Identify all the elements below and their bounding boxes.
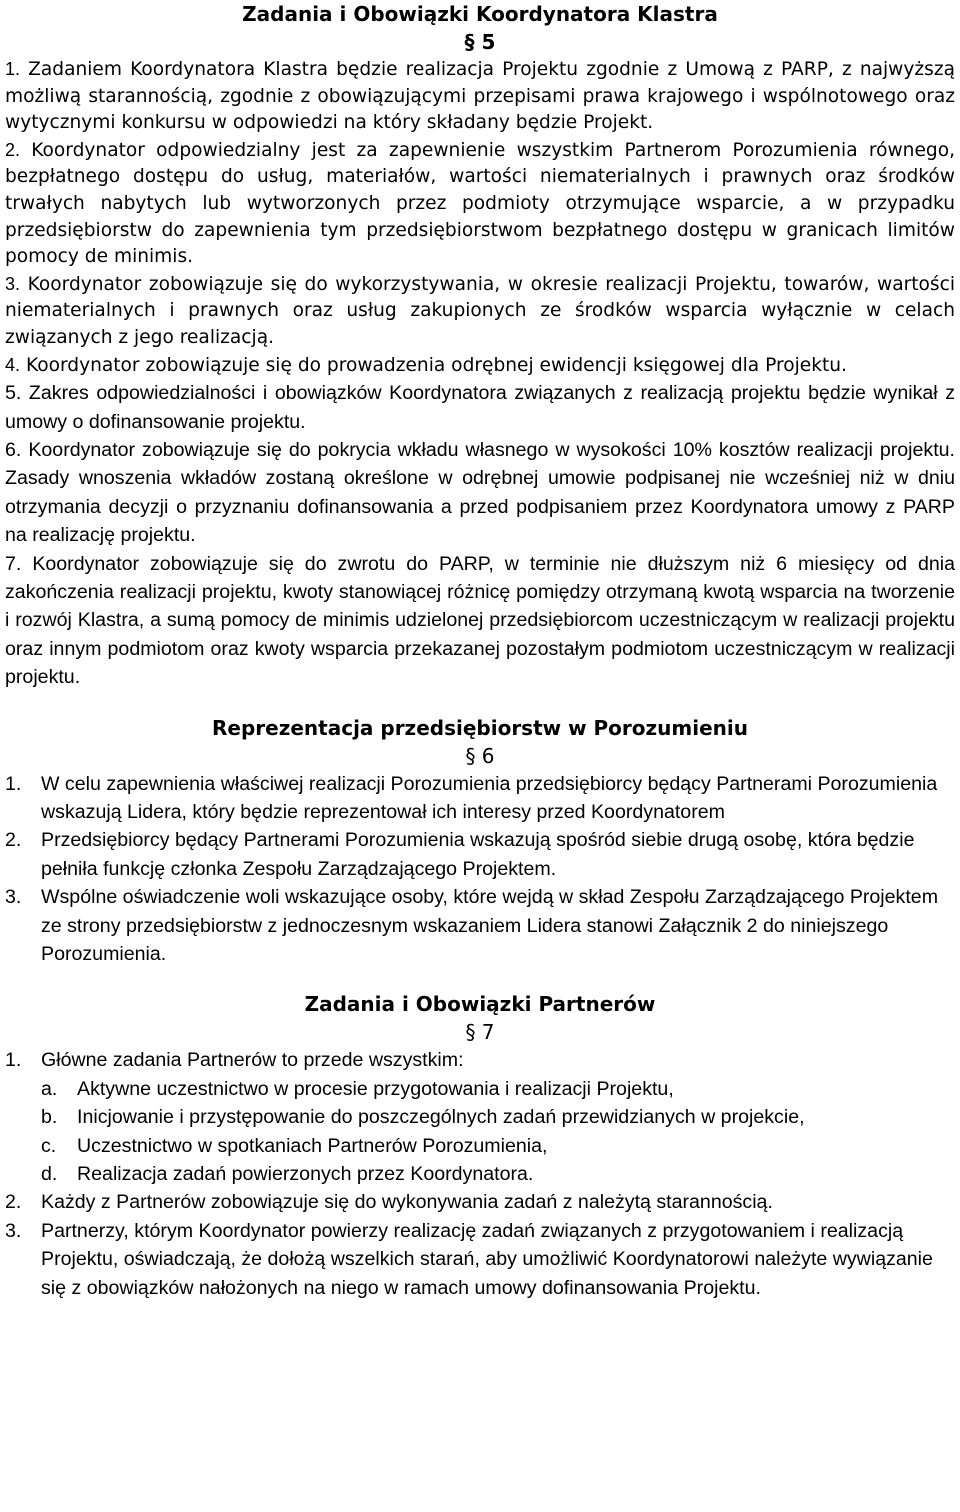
s5-item-3: 3. Koordynator zobowiązuje się do wykorzystywania, w okresie realizacji Projektu, towarów, wartości niematerialnych i prawnych oraz usług zakupionych ze środków wsparcia wyłącznie w celach związanych z jego realizacją. [5, 273, 955, 348]
section-5-title: Zadania i Obowiązki Koordynatora Klastra [242, 2, 718, 26]
s7-subitem-c: c. Uczestnictwo w spotkaniach Partnerów Porozumienia, [41, 1134, 548, 1157]
s6-item-3: 3. Wspólne oświadczenie woli wskazujące osoby, które wejdą w skład Zespołu Zarządzającego Projektem ze strony przedsiębiorstw z jednoczesnym wskazaniem Lidera stanowi Załącznik 2 do niniejszego Porozumienia. [5, 886, 939, 966]
section-5-mark: § 5 [464, 30, 496, 54]
section-5-body-cont [5, 379, 955, 691]
s5-item-2: 2. Koordynator odpowiedzialny jest za zapewnienie wszystkim Partnerom Porozumienia równego, bezpłatnego dostępu do usług, materiałów, wartości niematerialnych i prawnych oraz środków trwałych nabytych lub wytworzonych przez podmioty otrzymujące wsparcie, a w przypadku przedsiębiorstw do zapewnienia tym przedsiębiorstwom bezpłatnego dostępu w granicach limitów pomocy de minimis. [5, 139, 955, 268]
section-5-body [5, 56, 955, 379]
s5-item-7: 7. Koordynator zobowiązuje się do zwrotu do PARP, w terminie nie dłuższym niż 6 miesięcy od dnia zakończenia realizacji projektu, kwoty stanowiącej różnicę pomiędzy otrzymaną kwotą wsparcia na tworzenie i rozwój Klastra, a sumą pomocy de minimis udzielonej przedsiębiorcom uczestniczącym w realizacji projektu oraz innym podmiotom oraz kwoty wsparcia przekazanej pozostałym podmiotom uczestniczącym w realizacji projektu. [5, 552, 955, 689]
s5-item-6: 6. Koordynator zobowiązuje się do pokrycia wkładu własnego w wysokości 10% kosztów realizacji projektu. Zasady wnoszenia wkładów zostaną określone w odrębnej umowie podpisanej nie wcześniej niż w dniu otrzymania decyzji o przyznaniu dofinansowania a przed podpisaniem przez Koordynatora umowy z PARP na realizację projektu. [5, 438, 955, 547]
section-7-body [5, 1046, 955, 1302]
section-7-mark: § 7 [465, 1020, 495, 1045]
section-7-title: Zadania i Obowiązki Partnerów [304, 992, 656, 1017]
s7-subitem-d: d. Realizacja zadań powierzonych przez Koordynatora. [41, 1163, 534, 1186]
s7-item-1: 1. Główne zadania Partnerów to przede wszystkim: [5, 1049, 464, 1072]
section-6-title: Reprezentacja przedsiębiorstw w Porozumieniu [212, 715, 748, 740]
s7-subitem-a: a. Aktywne uczestnictwo w procesie przygotowania i realizacji Projektu, [41, 1077, 674, 1100]
s7-subitem-b: b. Inicjowanie i przystępowanie do poszczególnych zadań przewidzianych w projekcie, [41, 1106, 805, 1129]
s6-item-2: 2. Przedsiębiorcy będący Partnerami Porozumienia wskazują spośród siebie drugą osobę, która będzie pełniła funkcję członka Zespołu Zarządzającego Projektem. [5, 829, 915, 880]
s5-item-1: 1. Zadaniem Koordynatora Klastra będzie realizacja Projektu zgodnie z Umową z PARP, z najwyższą możliwą starannością, zgodnie z obowiązującymi przepisami prawa krajowego i wspólnotowego oraz wytycznymi konkursu w odpowiedzi na który składany będzie Projekt. [5, 59, 955, 134]
section-6-mark: § 6 [465, 743, 495, 768]
section-6-body [5, 770, 955, 969]
s5-item-4: 4. Koordynator zobowiązuje się do prowadzenia odrębnej ewidencji księgowej dla Projektu. [5, 354, 847, 376]
s6-item-1: 1. W celu zapewnienia właściwej realizacji Porozumienia przedsiębiorcy będący Partnerami Porozumienia wskazują Lidera, który będzie reprezentował ich interesy przed Koordynatorem [5, 772, 938, 823]
s5-item-5: 5. Zakres odpowiedzialności i obowiązków Koordynatora związanych z realizacją projektu będzie wynikał z umowy o dofinansowanie projektu. [5, 382, 955, 433]
s7-item-2: 2. Każdy z Partnerów zobowiązuje się do wykonywania zadań z należytą starannością. [5, 1191, 773, 1214]
s7-item-3: 3. Partnerzy, którym Koordynator powierzy realizację zadań związanych z przygotowaniem i realizacją Projektu, oświadczają, że dołożą wszelkich starań, aby umożliwić Koordynatorowi należyte wywiązanie się z obowiązków nałożonych na niego w ramach umowy dofinansowania Projektu. [5, 1219, 933, 1299]
